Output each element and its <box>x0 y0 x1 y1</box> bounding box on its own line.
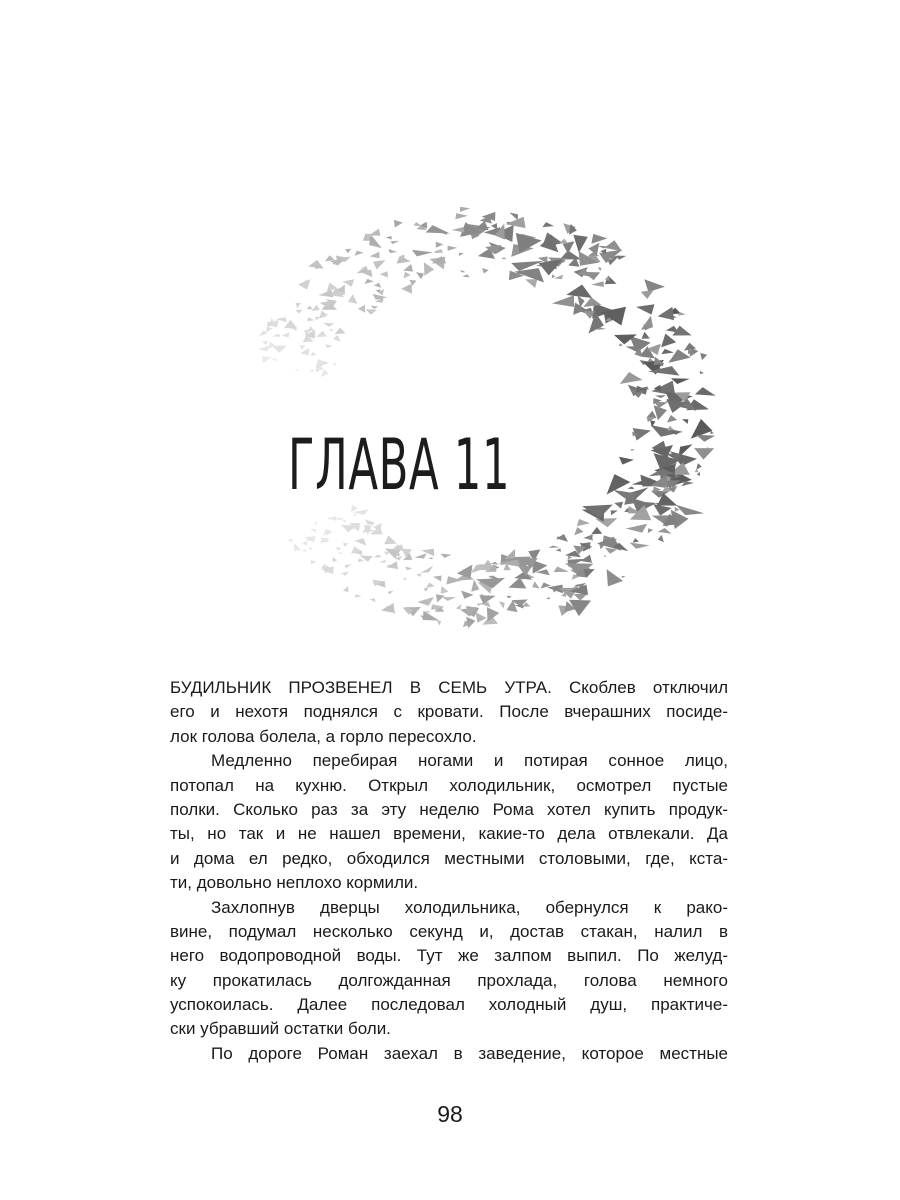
glass-shard <box>598 267 602 271</box>
glass-shard <box>259 330 268 336</box>
glass-shard <box>405 567 413 571</box>
glass-shard <box>318 290 333 297</box>
glass-shard <box>380 271 388 277</box>
text-line: полки. Сколько раз за эту неделю Рома хотел купить продук- <box>170 799 728 819</box>
glass-shard <box>633 538 639 543</box>
glass-shard <box>476 612 487 623</box>
glass-shard <box>653 504 671 516</box>
glass-shard <box>471 579 479 592</box>
glass-shard <box>616 256 626 260</box>
glass-shard <box>622 576 626 578</box>
glass-shard <box>559 239 568 244</box>
glass-shard <box>573 235 588 253</box>
glass-shard <box>335 328 346 335</box>
text-line: его и нехотя поднялся с кровати. После вчерашних посиде- <box>170 702 728 722</box>
glass-shard <box>384 552 390 556</box>
glass-shard <box>323 323 335 327</box>
glass-shard <box>509 213 518 221</box>
glass-shard <box>696 435 715 442</box>
glass-shard <box>423 611 440 621</box>
text-line: БУДИЛЬНИК ПРОЗВЕНЕЛ В СЕМЬ УТРА. Скоблев отключил <box>170 678 728 697</box>
glass-shard <box>595 518 617 527</box>
glass-shard <box>671 378 690 384</box>
text-line: По дороге Роман заехал в заведение, которое местные <box>211 1043 728 1063</box>
glass-shard <box>631 449 634 451</box>
chapter-body-text <box>170 676 728 1066</box>
glass-shard <box>460 207 470 212</box>
glass-shard <box>416 574 422 577</box>
glass-shard <box>620 372 643 384</box>
glass-shard <box>667 415 677 423</box>
glass-shard <box>539 259 564 275</box>
glass-shard <box>437 621 442 626</box>
glass-shard <box>321 369 329 377</box>
glass-shard <box>505 549 516 559</box>
glass-shard <box>466 617 475 629</box>
glass-shard <box>272 346 287 353</box>
glass-shard <box>315 317 320 321</box>
glass-shard <box>700 353 707 360</box>
glass-shard <box>455 213 468 219</box>
glass-shard <box>403 264 413 272</box>
glass-shard <box>316 359 329 368</box>
glass-shard <box>696 463 702 469</box>
glass-shard <box>295 303 301 308</box>
glass-shard <box>416 272 424 279</box>
glass-shard <box>327 516 337 520</box>
glass-shard <box>644 279 665 292</box>
glass-shard <box>333 363 337 366</box>
glass-shard <box>287 539 292 543</box>
glass-shard <box>345 564 352 568</box>
glass-shard <box>499 601 505 608</box>
glass-shard <box>345 249 351 254</box>
text-line: ти, довольно неплохо кормили. <box>170 873 419 893</box>
glass-shard <box>661 349 674 354</box>
glass-shard <box>298 279 311 290</box>
glass-shard <box>335 547 341 550</box>
text-line: Захлопнув дверцы холодильника, обернулся к рако- <box>211 897 728 917</box>
glass-shard <box>420 566 433 573</box>
glass-shard <box>598 246 607 249</box>
text-line: успокоилась. Далее последовал холодный душ, практиче- <box>170 995 728 1015</box>
glass-shard <box>262 356 272 363</box>
glass-shard <box>389 249 398 253</box>
glass-shard <box>370 252 380 258</box>
text-line: ку прокатилась долгожданная прохлада, голова немного <box>170 970 728 990</box>
glass-shard <box>695 387 716 396</box>
glass-shard <box>532 581 540 588</box>
glass-shard <box>574 527 583 535</box>
glass-shard <box>424 262 434 276</box>
glass-shard <box>424 588 429 591</box>
glass-shard <box>583 272 600 280</box>
glass-shard <box>549 546 560 548</box>
glass-shard <box>611 510 618 515</box>
glass-shard <box>651 425 684 437</box>
glass-shard <box>682 419 688 424</box>
glass-shard <box>459 253 464 256</box>
glass-shard <box>542 222 554 227</box>
glass-shard <box>604 240 622 251</box>
glass-shard <box>266 327 272 332</box>
text-line: и дома ел редко, обходился местными столовыми, где, кста- <box>170 848 728 868</box>
glass-shard <box>355 594 362 597</box>
glass-shard <box>668 349 690 363</box>
glass-shard <box>426 583 435 589</box>
glass-shard <box>294 543 301 551</box>
glass-shard <box>333 335 340 342</box>
glass-shard <box>591 527 602 534</box>
glass-shard <box>627 486 634 489</box>
glass-shard <box>403 578 407 581</box>
text-line: лок голова болела, а горло пересохло. <box>170 726 477 746</box>
glass-shard <box>546 597 550 599</box>
glass-shard <box>433 576 441 582</box>
glass-shard <box>341 572 349 576</box>
glass-shard <box>591 281 603 287</box>
glass-shard <box>358 558 364 562</box>
text-line: Медленно перебирая ногами и потирая сонное лицо, <box>211 751 728 771</box>
text-line: ты, но так и не нашел времени, какие-то дела отвлекали. Да <box>170 824 728 844</box>
glass-shard <box>417 597 434 606</box>
glass-shard <box>507 596 512 599</box>
glass-shard <box>355 538 367 546</box>
glass-shard <box>381 603 394 613</box>
glass-shard <box>294 369 298 371</box>
glass-shard <box>311 352 317 356</box>
glass-shard <box>365 519 375 525</box>
glass-shard <box>661 334 676 348</box>
glass-shard <box>641 316 653 330</box>
glass-shard <box>316 331 327 337</box>
glass-shard <box>401 284 412 294</box>
glass-shard <box>313 521 317 525</box>
glass-shard <box>310 529 316 533</box>
glass-shard <box>311 305 320 312</box>
glass-shard <box>311 560 316 564</box>
glass-shard <box>648 528 653 533</box>
glass-shard <box>300 345 306 350</box>
glass-shard <box>630 543 650 549</box>
glass-shard <box>384 535 397 544</box>
glass-shard <box>446 576 462 584</box>
glass-shard <box>457 565 473 579</box>
glass-shard <box>591 234 607 244</box>
text-line: вине, подумал несколько секунд и, достав стакан, налил в <box>170 921 728 941</box>
glass-shard <box>414 222 423 226</box>
glass-shard <box>365 279 374 284</box>
glass-shard <box>388 591 394 595</box>
glass-shard <box>262 341 268 345</box>
glass-shard <box>325 255 335 261</box>
glass-shard <box>491 562 499 565</box>
glass-shard <box>676 505 704 515</box>
glass-shard <box>460 270 465 273</box>
glass-shard <box>448 246 458 251</box>
text-line: потопал на кухню. Открыл холодильник, осмотрел пустые <box>170 775 728 795</box>
glass-shard <box>442 597 457 601</box>
glass-shard <box>329 329 333 331</box>
glass-shard <box>373 294 388 300</box>
glass-shard <box>556 548 562 552</box>
glass-shard <box>581 555 593 563</box>
glass-shard <box>295 310 302 314</box>
glass-shard <box>307 317 314 321</box>
glass-shard <box>371 306 379 309</box>
glass-shard <box>366 309 378 314</box>
glass-shard <box>348 294 358 304</box>
glass-shard <box>552 295 574 307</box>
glass-shard <box>436 594 445 602</box>
glass-shard <box>700 371 705 374</box>
glass-shard <box>309 369 314 373</box>
glass-shard <box>462 274 469 277</box>
glass-shard <box>577 519 590 526</box>
glass-shard <box>300 348 309 355</box>
glass-shard <box>566 285 592 299</box>
glass-shard <box>415 553 427 558</box>
glass-shard <box>456 604 462 609</box>
glass-shard <box>482 268 489 274</box>
glass-shard <box>307 306 313 310</box>
text-line: него водопроводной воды. Тут же залпом выпил. По желуд- <box>170 946 728 966</box>
glass-shard <box>308 547 312 550</box>
glass-shard <box>379 560 386 563</box>
glass-shard <box>588 252 599 257</box>
glass-shard <box>641 290 654 299</box>
glass-shard <box>370 598 376 602</box>
glass-shard <box>501 257 506 259</box>
glass-shard <box>642 332 650 339</box>
glass-shard <box>332 557 337 562</box>
glass-shard <box>509 578 527 589</box>
glass-shard <box>619 457 634 465</box>
glass-shard <box>374 555 382 558</box>
glass-shard <box>426 225 450 233</box>
glass-shard <box>258 346 270 352</box>
glass-shard <box>269 341 275 349</box>
glass-shard <box>636 304 655 314</box>
glass-shard <box>552 274 556 278</box>
glass-shard <box>614 502 623 509</box>
glass-shard <box>342 520 346 523</box>
glass-shard <box>385 236 392 240</box>
page-number: 98 <box>437 1101 463 1127</box>
glass-shard <box>351 505 358 512</box>
glass-shard <box>452 227 465 233</box>
glass-shard <box>436 242 444 248</box>
glass-shard <box>391 241 400 245</box>
glass-shard <box>373 260 386 269</box>
glass-shard <box>338 552 344 553</box>
text-line: ски убравший остатки боли. <box>170 1019 391 1039</box>
glass-shard <box>403 272 410 279</box>
glass-shard <box>355 251 364 256</box>
glass-shard <box>441 586 449 594</box>
glass-shard <box>272 334 281 337</box>
glass-shard <box>440 554 451 558</box>
glass-shard <box>325 344 332 348</box>
glass-shard <box>374 283 382 288</box>
glass-shard <box>607 569 624 586</box>
glass-shard <box>658 528 672 534</box>
glass-shard <box>343 542 349 547</box>
glass-shard <box>428 557 433 559</box>
glass-shard <box>358 305 366 313</box>
glass-shard <box>658 535 664 542</box>
glass-shard <box>271 358 277 361</box>
glass-shard <box>554 275 563 280</box>
glass-shard <box>394 220 403 228</box>
glass-shard <box>461 591 474 599</box>
glass-shard <box>655 395 666 398</box>
glass-shard <box>282 332 290 337</box>
glass-shard <box>354 513 357 516</box>
glass-shard <box>574 594 588 601</box>
chapter-title: ГЛАВА 11 <box>288 424 511 506</box>
glass-shard <box>626 524 648 533</box>
glass-shard <box>695 468 699 472</box>
glass-shard <box>553 567 569 573</box>
glass-shard <box>343 586 349 592</box>
glass-shard <box>412 250 433 257</box>
glass-shard <box>604 555 607 557</box>
glass-shard <box>697 472 701 476</box>
glass-shard <box>619 343 623 346</box>
glass-shard <box>301 549 306 552</box>
glass-shard <box>302 541 308 546</box>
glass-shard <box>694 448 714 460</box>
glass-shard <box>525 279 537 288</box>
